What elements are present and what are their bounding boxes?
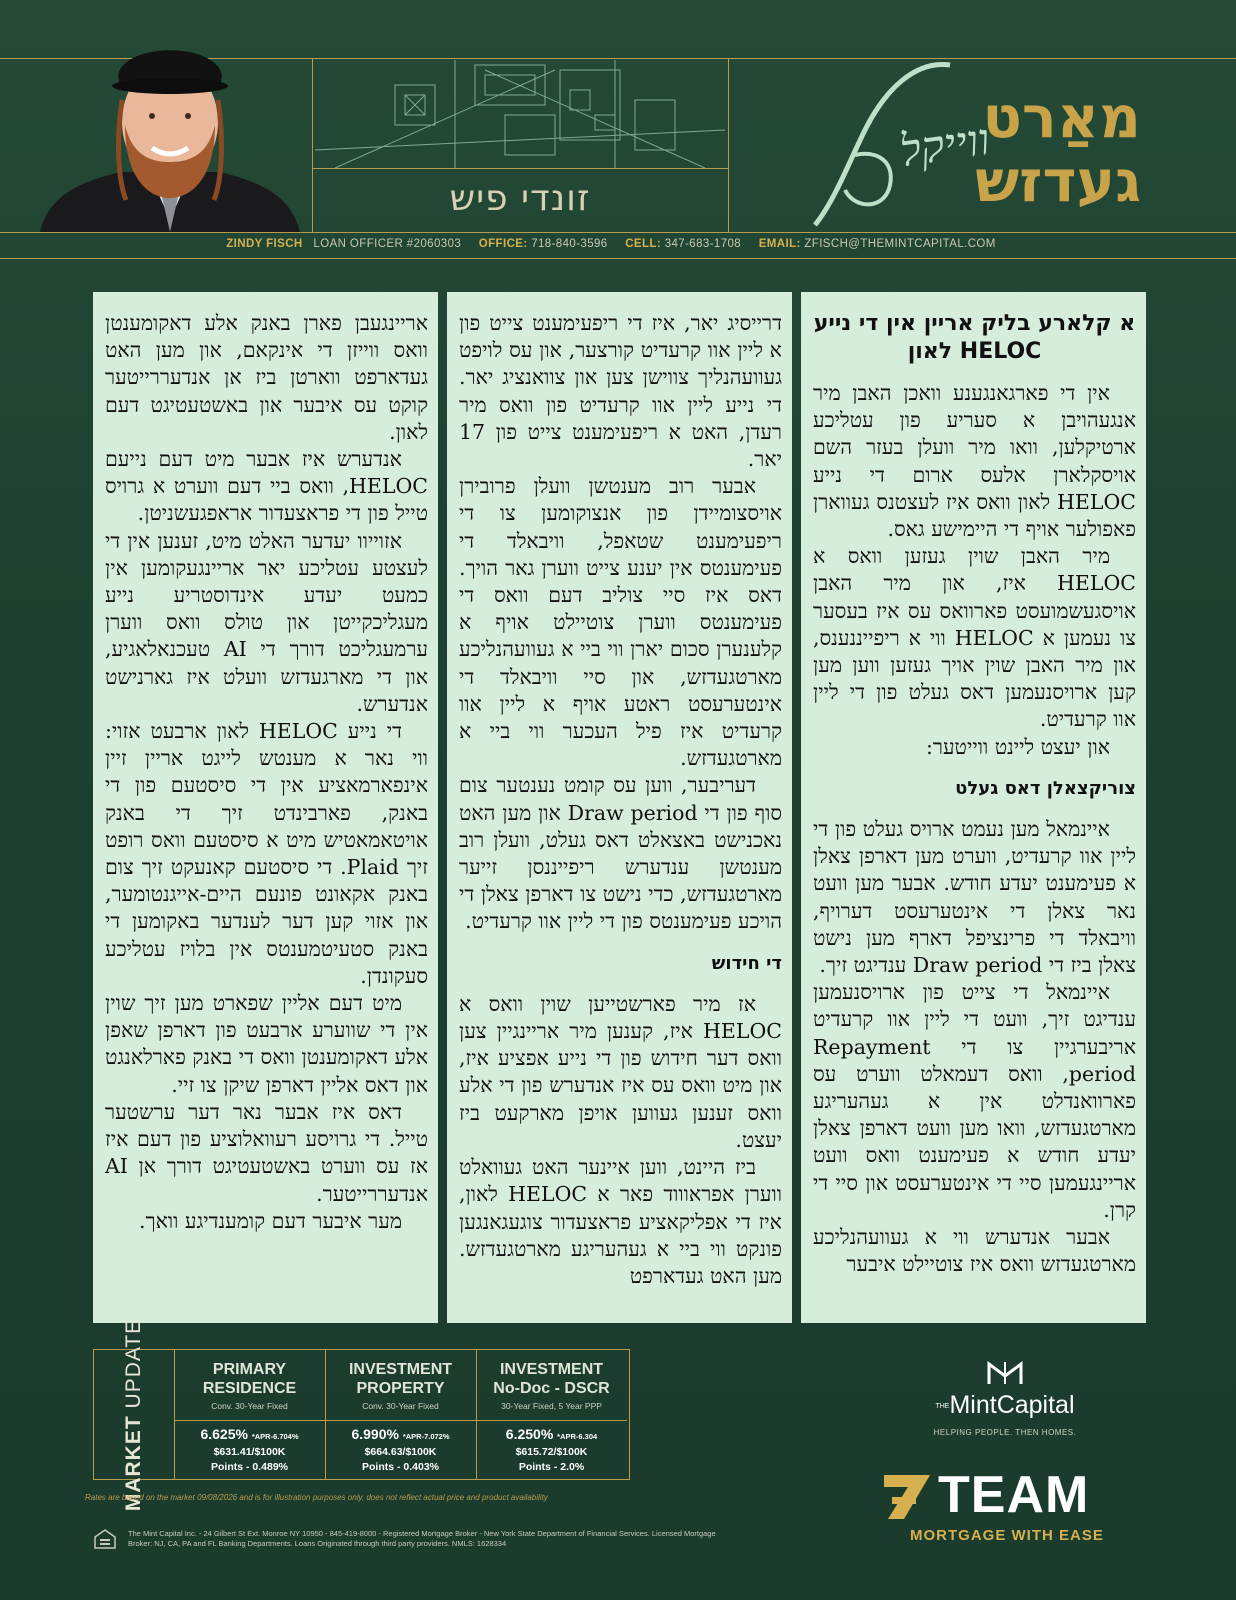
rate-subtitle: Conv. 30-Year Fixed [362, 1401, 439, 1411]
rate-payment: $615.72/$100K [515, 1446, 588, 1458]
rate-title: RESIDENCE [202, 1380, 297, 1397]
loan-officer-number: LOAN OFFICER #2060303 [313, 238, 462, 250]
paragraph: אנדערש איז אבער מיט דעם נייעם HELOC, וואס ביי דעם ווערט א גרויס טייל פון די פראצעדור אראפגעשניטן. [105, 447, 428, 526]
rate-subtitle: Conv. 30-Year Fixed [211, 1401, 288, 1411]
cell-label: CELL: [625, 238, 662, 250]
title-line2: געדזש [975, 147, 1141, 215]
sketch-rule [312, 168, 728, 169]
paragraph: דעריבער, ווען עס קומט נענטער צום סוף פון די Draw period און מען האט נאכנישט באצאלט דאס געלט, וועלן רוב מענטשן ענדערש ריפייננסן זייער מארטגעדזש, כדי נישט צו דארפן צאלן די הויכע פעימענטס פון די ליין אוו קרעדיט. [459, 773, 782, 934]
officer-name-hebrew: זונדי פיש [449, 178, 591, 219]
paragraph: מיט דעם אליין שפארט מען זיך שוין אין די שווערע ארבעט פון דארפן שאפן אלע דאקומענטן וואס די באנק פארלאנגט און דאס אליין דארפן שיקן צו זיי. [105, 991, 428, 1097]
architecture-sketch [315, 60, 725, 168]
equal-housing-icon [93, 1528, 117, 1550]
legal-footer: The Mint Capital Inc. - 24 Gilbert St Ext. Monroe NY 10950 - 845-419-8000 - Registered Mortgage Broker - New York State Department of Financial Services. Licensed Mortgage Broker: NJ, CA, PA and FL Banking Departments. Loans Originated through third party providers. NMLS: 1628334 [128, 1529, 716, 1548]
mint-the: THE [935, 1402, 950, 1410]
newsletter-title [975, 85, 1141, 213]
header-divider-right [728, 58, 729, 232]
office-label: OFFICE: [478, 238, 528, 250]
title-line1: מאַרט [982, 83, 1141, 151]
rate-subtitle: 30-Year Fixed, 5 Year PPP [501, 1401, 602, 1411]
article-column-2 [447, 292, 792, 1323]
contact-bar [0, 238, 1236, 250]
rate-title: INVESTMENT [499, 1361, 604, 1378]
paragraph: איינמאל מען נעמט ארויס געלט פון די ליין אוו קרעדיט, ווערט מען דארפן צאלן א פעימענט יעדע חודש. אבער מען וועט נאר צאלן די אינטערעסט דערויף, וויבאלד די פרינציפל דארף מען נישט צאלן ביז די Draw period ענדיגט זיך. [813, 817, 1136, 978]
header-divider-left [312, 58, 313, 232]
rate-title: INVESTMENT [348, 1361, 453, 1378]
contact-bottom-rule [0, 258, 1236, 259]
rate-title: PRIMARY [212, 1361, 287, 1378]
rate-payment: $664.63/$100K [364, 1446, 437, 1458]
paragraph: אזוייוו יעדער האלט מיט, זענען אין די לעצטע עטליכע יאר אריינגעקומען אין כמעט יעדע אינדוסטריע נייע מעגליכקייטן און טולס וואס ווערן ערמעגליכט דורך די AI טעכנאלאגיע, און די מארגעדזש וועלט איז גארנישט אנדערש. [105, 528, 428, 716]
rate-payment: $631.41/$100K [213, 1446, 286, 1458]
rate-divider [174, 1420, 325, 1421]
office-phone[interactable]: 718-840-3596 [531, 238, 608, 250]
rate-apr: *APR-6.704% [251, 1432, 299, 1441]
title-script-word: ווייקל [896, 114, 993, 177]
rates-disclaimer: Rates are based on the market 09/08/2026 and is for illustration purposes only, does not reflect actual price and product availability [85, 1493, 548, 1502]
paragraph: אז מיר פארשטייען שוין וואס א HELOC איז, קענען מיר אריינגיין צען וואס דער חידוש פון די נייע אפציע איז, און מיט וואס עס איז אנדערש פון די אלע וואס זענען געווען אויפן מארקעט ביז יעצט. [459, 991, 782, 1152]
cell-phone[interactable]: 347-683-1708 [664, 238, 742, 250]
paragraph: ביז היינט, ווען איינער האט געוואלט ווערן אפראוווד פאר א HELOC לאון, איז די אפליקאציע פראצעדור צוגעגאנגען פונקט ווי ביי א געהעריגע מארטגעדזש. מען האט געדארפט [459, 1155, 782, 1288]
rate-column-dscr [476, 1350, 627, 1479]
article-heading: א קלארע בליק אריין אין די נייע HELOC לאון [813, 311, 1136, 364]
article-column-3 [93, 292, 438, 1323]
rate-value: 6.250% [505, 1426, 554, 1442]
contact-name: ZINDY FISCH [226, 238, 303, 250]
paragraph: מיר האבן שוין געזען וואס א HELOC איז, און מיר האבן אויסגעשמועסט פארוואס עס איז בעסער צו נעמען א HELOC ווי א ריפייננענס, און מיר האבן שוין אויך געזען ווען מען קען ארויסנעמען דאס געלט פון די ליין אוו קרעדיט. [813, 544, 1136, 732]
subheading-repayment: צוריקצאלן דאס געלט [955, 777, 1136, 799]
rate-title: PROPERTY [356, 1380, 445, 1397]
paragraph: אין די פארגאנגענע וואכן האבן מיר אנגעהויבן א סעריע פון עטליכע ארטיקלען, וואו מיר וועלן בעזר השם אויסקלארן אלעס ארום די נייע HELOC לאון וואס איז לעצטנס געווארן פאפולער אויף די היימישע גאס. [813, 381, 1136, 542]
paragraph: דרייסיג יאר, איז די ריפעימענט צייט פון א ליין אוו קרעדיט קורצער, און עס לויפט געוועהנליך צווישן צען און צוואנציג יאר. די נייע ליין אוו קרעדיט פון וואס מיר רעדן, האט א ריפעימענט צייט פון 17 יאר. [459, 311, 782, 472]
mint-capital-logo [920, 1360, 1090, 1437]
rate-value: 6.625% [200, 1426, 248, 1442]
rate-points: Points - 0.403% [361, 1461, 440, 1473]
paragraph: אבער אנדערש ווי א געוועהנליכע מארטגעדזש וואס איז צוטיילט איבער [813, 1225, 1136, 1277]
paragraph: דאס איז אבער נאר דער ערשטער טייל. די גרויסע רעוואלוציע פון דעם איז אז עס ווערט באשטעטיגט דורך אן AI אנדעררייטער. [105, 1099, 428, 1206]
article-column-1 [801, 292, 1146, 1323]
rate-column-primary [174, 1350, 326, 1479]
paragraph: מער איבער דעם קומענדיגע וואך. [139, 1208, 402, 1233]
rate-divider [476, 1420, 627, 1421]
rate-points: Points - 0.489% [210, 1461, 289, 1473]
loan-officer-photo [30, 30, 310, 232]
team-word: TEAM [938, 1466, 1090, 1524]
rate-apr: *APR-7.072% [402, 1432, 450, 1441]
email-label: EMAIL: [758, 238, 801, 250]
paragraph: די נייע HELOC לאון ארבעט אזוי: ווי נאר א מענטש לייגט אריין זיין אינפארמאציע אין די סיסטעם פון די באנק, פארבינדט זיך די באנק אויטאמאטיש מיט א סיסטעם וואס רופט זיך Plaid. די סיסטעם קאנעקט זיך צום באנק אקאונט פונעם היים-אייגנטומער, און אזוי קען דער לענדער באקומען די באנק סטעיטמענטס אין בלויז עטליכע סעקונדן. [105, 719, 428, 988]
mint-name: MintCapital [949, 1391, 1075, 1419]
rate-title: No-Doc - DSCR [493, 1380, 610, 1397]
rate-column-investment [325, 1350, 477, 1479]
email-link[interactable]: ZFISCH@THEMINTCAPITAL.COM [804, 238, 996, 250]
paragraph: און יעצט ליינט ווייטער: [925, 734, 1110, 759]
subheading-novelty: די חידוש [711, 952, 782, 974]
rate-divider [325, 1420, 476, 1421]
market-label-light: UPDATE [122, 1318, 145, 1409]
mint-tagline: HELPING PEOPLE. THEN HOMES. [933, 1428, 1077, 1437]
paragraph: אבער רוב מענטשן וועלן פרובירן אויסצומיידן פון אנצוקומען צו די ריפעימענט שטאפל, וויבאלד די פעימענטס אין יענע צייט ווערן גאר הויך. דאס איז סיי צוליב דעם וואס די פעימענטס ווערן צוטיילט אויף א קלענערן סכום יארן ווי ביי א געוועהנליכע מארטגעדזש, און סיי וויבאלד די אינטערעסט ראטע אויף א ליין אוו קרעדיט איז פיל העכער ווי ביי א מארטגעדזש. [459, 474, 782, 771]
paragraph: אריינגעבן פארן באנק אלע דאקומענטן וואס ווייזן די אינקאם, און מען האט געדארפט ווארטן ביז אן אנדעררייטער קוקט עס איבער און באשטעטיגט דעם לאון. [105, 311, 428, 444]
team-tagline: MORTGAGE WITH EASE [910, 1527, 1104, 1544]
rate-points: Points - 2.0% [518, 1461, 585, 1473]
header-bottom-rule [0, 232, 1236, 233]
seven-z-icon [882, 1471, 934, 1523]
market-update-label [94, 1318, 175, 1512]
rate-value: 6.990% [351, 1426, 399, 1442]
mint-monogram-icon [985, 1360, 1025, 1386]
paragraph: איינמאל די צייט פון ארויסנעמען ענדיגט זיך, וועט די ליין אוו קרעדיט אריבערגיין צו די Repayment period, וואס דעמאלט ווערט עס פארוואנדלט אין א געהעריגע מארטגעדזש, וואו מען וועט דארפן צאלן יעדע חודש א פעימענט וואס וועט אריינגעמען סיי די אינטערעסט און סיי די קרן. [813, 980, 1136, 1222]
market-label-bold: MARKET [122, 1415, 145, 1512]
rate-apr: *APR-6.304 [557, 1432, 598, 1441]
